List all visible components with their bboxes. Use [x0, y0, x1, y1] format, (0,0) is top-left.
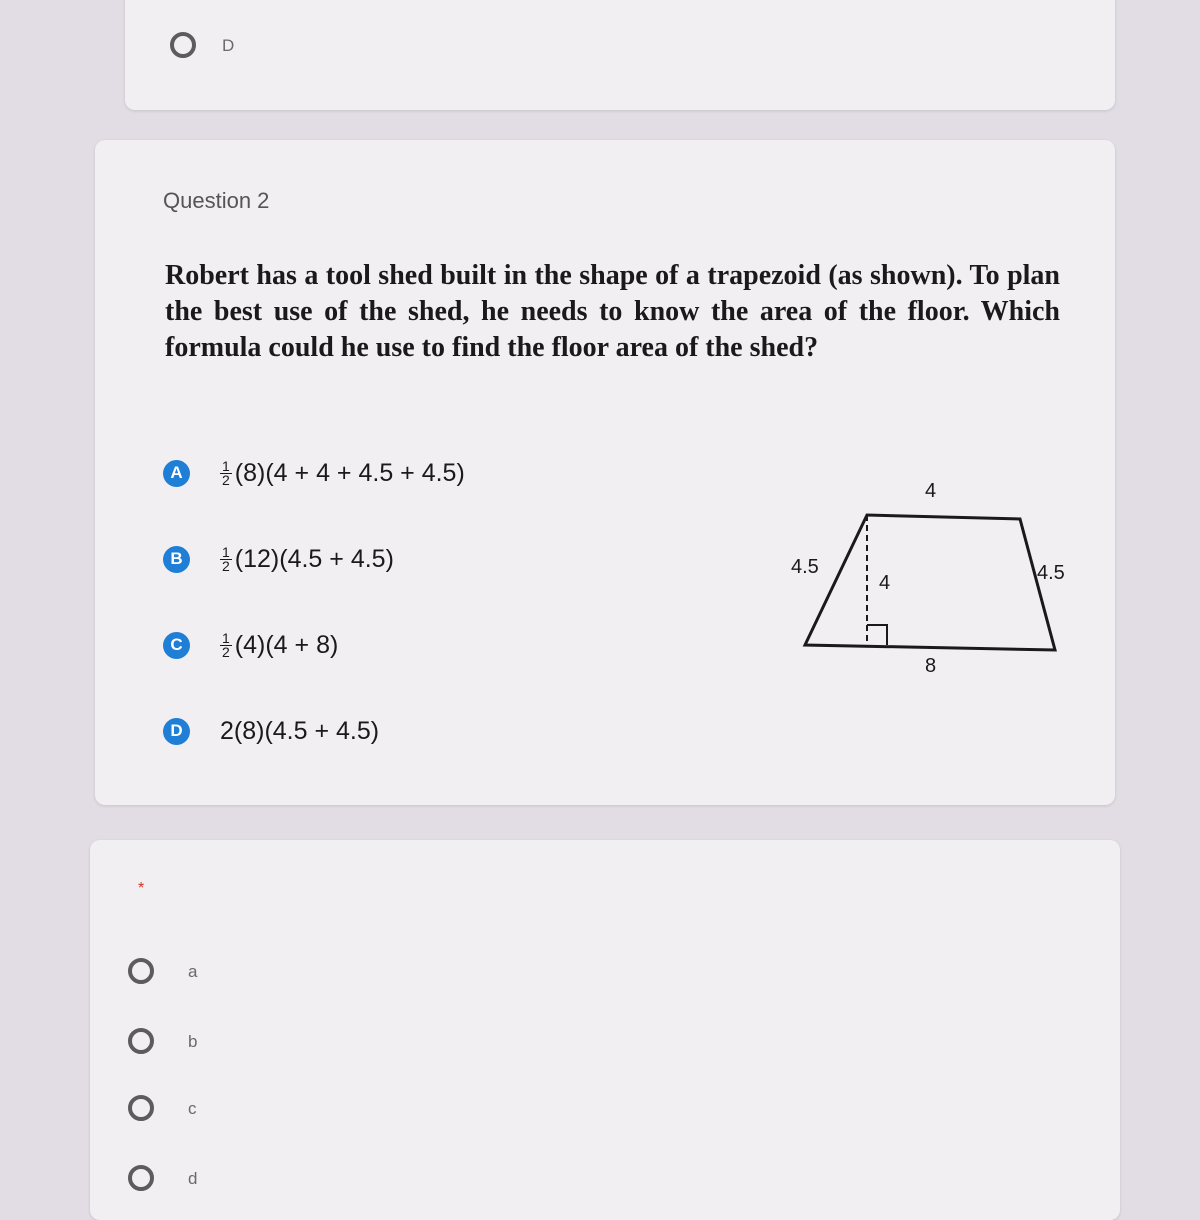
- question-text: Robert has a tool shed built in the shape of a trapezoid (as shown). To plan the best use of the shed, he needs to know the area of the floor. Which formula could he use to find the floor area of the shed?: [165, 260, 1060, 363]
- option-label: c: [188, 1099, 197, 1118]
- top-base-label: 4: [925, 480, 937, 502]
- radio-option-b[interactable]: [128, 1028, 154, 1054]
- choice-b[interactable]: [163, 542, 394, 576]
- choice-d[interactable]: [163, 714, 379, 748]
- fraction: $\frac{1}{2}$: [222, 543, 230, 574]
- right-side-label: 4.5: [1037, 562, 1065, 584]
- choice-formula: $\frac{1}{2}$ (4)(4 + 8): [222, 629, 339, 660]
- choice-badge-d: D: [163, 718, 190, 745]
- choice-badge-c: C: [163, 632, 190, 659]
- option-label: a: [188, 962, 198, 981]
- choice-badge-b: B: [163, 546, 190, 573]
- choice-formula: 2(8)(4.5 + 4.5): [220, 716, 380, 745]
- choice-c[interactable]: [163, 628, 338, 662]
- height-label: 4: [879, 572, 891, 594]
- previous-question-card: [125, 0, 1115, 110]
- choice-formula: $\frac{1}{2}$ (8)(4 + 4 + 4.5 + 4.5): [222, 457, 465, 488]
- option-label: b: [188, 1032, 198, 1051]
- radio-option-d[interactable]: [128, 1165, 154, 1191]
- choice-formula: $\frac{1}{2}$ (12)(4.5 + 4.5): [222, 543, 394, 574]
- question-title: Question 2: [163, 188, 270, 213]
- required-asterisk: *: [138, 880, 145, 897]
- option-label: d: [188, 1169, 198, 1188]
- question-card: [95, 140, 1115, 805]
- choice-a[interactable]: [163, 456, 465, 490]
- right-angle-mark: [867, 625, 887, 645]
- fraction: $\frac{1}{2}$: [222, 629, 230, 660]
- radio-option-c[interactable]: [128, 1095, 154, 1121]
- bottom-base-label: 8: [925, 655, 937, 675]
- radio-option-a[interactable]: [128, 958, 154, 984]
- next-question-card: [90, 840, 1120, 1220]
- fraction: $\frac{1}{2}$: [222, 457, 230, 488]
- left-side-label: 4.5: [791, 556, 819, 578]
- radio-option-d[interactable]: [170, 32, 196, 58]
- trapezoid-diagram: [785, 475, 1075, 675]
- option-label: D: [222, 36, 235, 55]
- choice-badge-a: A: [163, 460, 190, 487]
- trapezoid-shape: [805, 515, 1055, 650]
